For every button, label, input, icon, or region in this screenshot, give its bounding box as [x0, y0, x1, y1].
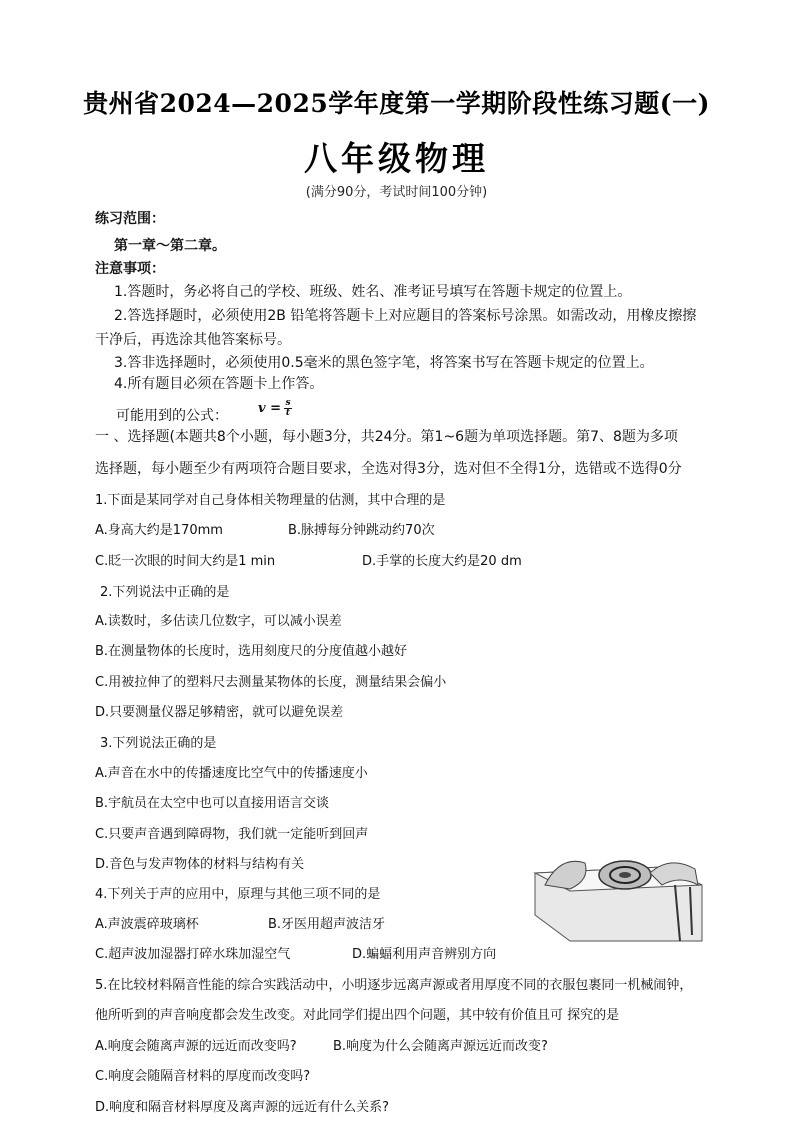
- section-header-line2: 选择题，每小题至少有两项符合题目要求，全选对得3分，选对但不全得1分，选错或不选得0分: [95, 461, 682, 477]
- formula-fraction: [284, 399, 292, 418]
- question-3-option-d: D.音色与发声物体的材料与结构有关: [95, 857, 305, 872]
- question-4-option-d: D.蝙蝠利用声音辨别方向: [352, 947, 497, 962]
- question-4-option-c: C.超声波加湿器打碎水珠加湿空气: [95, 947, 291, 962]
- question-1-stem: 1.下面是某同学对自己身体相关物理量的估测，其中合理的是: [95, 493, 446, 508]
- question-4-figure: [530, 845, 705, 945]
- question-4-stem: 4.下列关于声的应用中，原理与其他三项不同的是: [95, 887, 381, 902]
- formula-numerator: s: [285, 398, 291, 408]
- question-1-option-c: C.眨一次眼的时间大约是1 min: [95, 554, 276, 569]
- question-3-option-a: A.声音在水中的传播速度比空气中的传播速度小: [95, 766, 368, 781]
- question-2-stem: 2.下列说法中正确的是: [100, 585, 230, 600]
- question-1-option-a: A.身高大约是170mm: [95, 523, 223, 538]
- question-2-option-a: A.读数时，多估读几位数字，可以减小误差: [95, 614, 342, 629]
- question-5-option-a: A.响度会随离声源的远近而改变吗?: [95, 1039, 297, 1054]
- question-2-option-d: D.只要测量仪器足够精密，就可以避免误差: [95, 705, 344, 720]
- notice-item: 4.所有题目必须在答题卡上作答。: [114, 376, 324, 392]
- subject-title: 八年级物理: [304, 139, 489, 178]
- question-5-stem-line1: 5.在比较材料隔音性能的综合实践活动中，小明逐步远离声源或者用厚度不同的衣服包裹同一机械闹钟，: [95, 978, 693, 993]
- formula-label: 可能用到的公式：: [116, 408, 228, 424]
- score-time-note: (满分90分，考试时间100分钟): [305, 185, 488, 200]
- speed-formula: [258, 399, 292, 418]
- scope-content: 第一章～第二章。: [114, 238, 226, 254]
- question-4-option-a: A.声波震碎玻璃杯: [95, 917, 199, 932]
- notice-item: 3.答非选择题时，必须使用0.5毫米的黑色签字笔，将答案书写在答题卡规定的位置上。: [114, 355, 654, 371]
- figure-coil-center: [619, 872, 631, 878]
- question-5-option-b: B.响度为什么会随离声源远近而改变?: [333, 1039, 548, 1054]
- question-3-option-b: B.宇航员在太空中也可以直接用语言交谈: [95, 796, 330, 811]
- question-2-option-b: B.在测量物体的长度时，选用刻度尺的分度值越小越好: [95, 644, 408, 659]
- formula-denominator: t: [285, 408, 291, 418]
- question-2-option-c: C.用被拉伸了的塑料尺去测量某物体的长度，测量结果会偏小: [95, 675, 447, 690]
- question-5-stem-line2: 他所听到的声音响度都会发生改变。对此同学们提出四个问题，其中较有价值且可 探究的是: [95, 1008, 620, 1023]
- section-header-line1: 一 、选择题(本题共8个小题，每小题3分，共24分。第1~6题为单项选择题。第7、8题为多项: [95, 429, 678, 445]
- question-3-stem: 3.下列说法正确的是: [100, 736, 217, 751]
- formula-lhs: v =: [258, 401, 281, 416]
- notices-label: 注意事项：: [95, 261, 165, 277]
- exam-title: 贵州省2024—2025学年度第一学期阶段性练习题(一): [83, 89, 710, 118]
- question-5-option-c: C.响度会随隔音材料的厚度而改变吗?: [95, 1069, 311, 1084]
- notice-item: 2.答选择题时，必须使用2B 铅笔将答题卡上对应题目的答案标号涂黑。如需改动，用橡皮擦擦: [114, 308, 697, 324]
- notice-item: 1.答题时，务必将自己的学校、班级、姓名、准考证号填写在答题卡规定的位置上。: [114, 284, 632, 300]
- question-3-option-c: C.只要声音遇到障碍物，我们就一定能听到回声: [95, 827, 369, 842]
- question-5-option-d: D.响度和隔音材料厚度及离声源的远近有什么关系?: [95, 1100, 390, 1115]
- notice-item: 干净后，再选涂其他答案标号。: [95, 332, 291, 348]
- question-1-option-d: D.手掌的长度大约是20 dm: [362, 554, 522, 569]
- question-4-option-b: B.牙医用超声波洁牙: [268, 917, 386, 932]
- scope-label: 练习范围：: [95, 211, 165, 227]
- question-1-option-b: B.脉搏每分钟跳动约70次: [288, 523, 435, 538]
